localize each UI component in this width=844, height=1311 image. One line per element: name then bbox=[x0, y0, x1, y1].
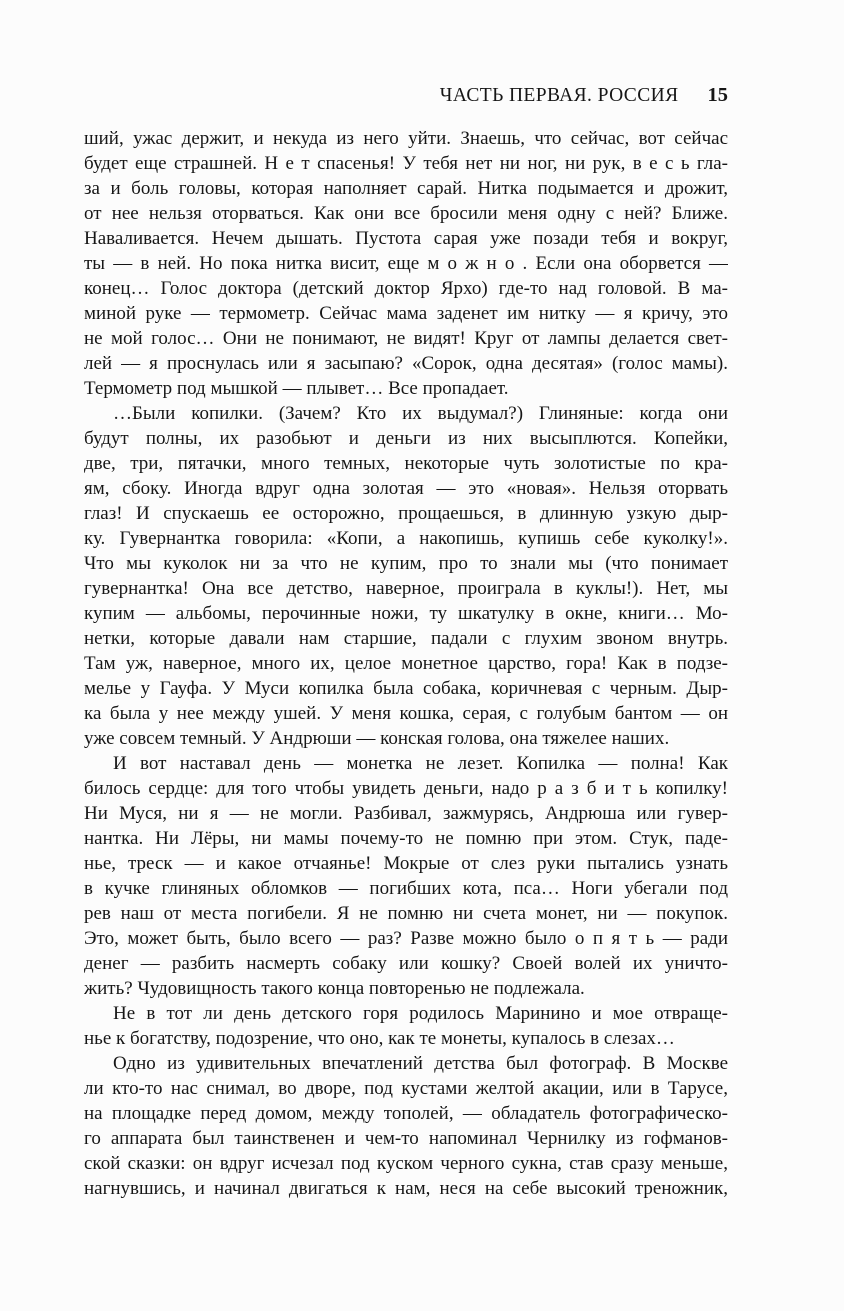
text-line: от нее нельзя оторваться. Как они все бросили меня одну с ней? Ближе. bbox=[84, 203, 728, 224]
text-line: лей — я проснулась или я засыпаю? «Сорок, одна десятая» (голос мамы). bbox=[84, 353, 728, 374]
text-line: уже совсем темный. У Андрюши — конская голова, она тяжелее наших. bbox=[84, 728, 670, 749]
text-line: Там уж, наверное, много их, целое монетное царство, гора! Как в подзе- bbox=[84, 653, 728, 674]
text-line: го аппарата был таинственен и чем-то напоминал Чернилку из гофманов- bbox=[84, 1128, 728, 1149]
text-line: ской сказки: он вдруг исчезал под куском черного сукна, став сразу меньше, bbox=[84, 1153, 728, 1174]
text-line: нагнувшись, и начинал двигаться к нам, неся на себе высокий треножник, bbox=[84, 1178, 728, 1199]
text-line: Ни Муся, ни я — не могли. Разбивал, зажмурясь, Андрюша или гувер- bbox=[84, 803, 728, 824]
page-body bbox=[84, 126, 728, 1201]
text-line: нье, треск — и какое отчаянье! Мокрые от слез руки пытались узнать bbox=[84, 853, 728, 874]
text-line: ку. Гувернантка говорила: «Копи, а накопишь, купишь себе куколку!». bbox=[84, 528, 728, 549]
page-number: 15 bbox=[707, 84, 728, 106]
text-line: Что мы куколок ни за что не купим, про то знали мы (что понимает bbox=[84, 553, 728, 574]
text-line: жить? Чудовищность такого конца повторенью не подлежала. bbox=[84, 978, 585, 999]
text-line: в кучке глиняных обломков — погибших кота, пса… Ноги убегали под bbox=[84, 878, 728, 899]
text-line: Наваливается. Нечем дышать. Пустота сарая уже позади тебя и вокруг, bbox=[84, 228, 728, 249]
text-line: две, три, пятачки, много темных, некоторые чуть золотистые по кра- bbox=[84, 453, 728, 474]
text-line: ли кто-то нас снимал, во дворе, под кустами желтой акации, или в Тарусе, bbox=[84, 1078, 728, 1099]
text-line: ям, сбоку. Иногда вдруг одна золотая — это «новая». Нельзя оторвать bbox=[84, 478, 728, 499]
text-line: рев наш от места погибели. Я не помню ни счета монет, ни — покупок. bbox=[84, 903, 728, 924]
text-line: мелье у Гауфа. У Муси копилка была собака, коричневая с черным. Дыр- bbox=[84, 678, 728, 699]
text-line: Это, может быть, было всего — раз? Разве можно было о п я т ь — ради bbox=[84, 928, 728, 949]
text-line: ка была у нее между ушей. У меня кошка, серая, с голубым бантом — он bbox=[84, 703, 728, 724]
text-line: Не в тот ли день детского горя родилось Маринино и мое отвраще- bbox=[113, 1003, 728, 1024]
text-line: не мой голос… Они не понимают, не видят! Круг от лампы делается свет- bbox=[84, 328, 728, 349]
text-line: глаз! И спускаешь ее осторожно, прощаешься, в длинную узкую дыр- bbox=[84, 503, 728, 524]
text-line: И вот наставал день — монетка не лезет. Копилка — полна! Как bbox=[113, 753, 728, 774]
text-line: денег — разбить насмерть собаку или кошку? Своей волей их уничто- bbox=[84, 953, 728, 974]
text-line: купим — альбомы, перочинные ножи, ту шкатулку в окне, книги… Мо- bbox=[84, 603, 728, 624]
text-line: гувернантка! Она все детство, наверное, проиграла в куклы!). Нет, мы bbox=[84, 578, 728, 599]
text-line: нантка. Ни Лёры, ни мамы почему-то не помню при этом. Стук, паде- bbox=[84, 828, 728, 849]
text-line: будут полны, их разобьют и деньги из них высыплются. Копейки, bbox=[84, 428, 728, 449]
text-line: конец… Голос доктора (детский доктор Ярхо) где-то над головой. В ма- bbox=[84, 278, 728, 299]
text-line: …Были копилки. (Зачем? Кто их выдумал?) Глиняные: когда они bbox=[113, 403, 728, 424]
text-line: ты — в ней. Но пока нитка висит, еще м о ж н о . Если она оборвется — bbox=[84, 253, 728, 274]
text-line: Термометр под мышкой — плывет… Все пропадает. bbox=[84, 378, 509, 399]
text-line: Одно из удивительных впечатлений детства был фотограф. В Москве bbox=[113, 1053, 728, 1074]
running-head-title: ЧАСТЬ ПЕРВАЯ. РОССИЯ bbox=[439, 85, 679, 106]
running-head bbox=[84, 84, 728, 107]
text-line: за и боль головы, которая наполняет сарай. Нитка подымается и дрожит, bbox=[84, 178, 728, 199]
text-line: на площадке перед домом, между тополей, — обладатель фотографическо- bbox=[84, 1103, 728, 1124]
text-line: билось сердце: для того чтобы увидеть деньги, надо р а з б и т ь копилку! bbox=[84, 778, 728, 799]
text-line: ший, ужас держит, и некуда из него уйти. Знаешь, что сейчас, вот сейчас bbox=[84, 128, 728, 149]
text-line: будет еще страшней. Н е т спасенья! У тебя нет ни ног, ни рук, в е с ь гла- bbox=[84, 153, 728, 174]
text-line: нетки, которые давали нам старшие, падали с глухим звоном внутрь. bbox=[84, 628, 728, 649]
text-line: миной руке — термометр. Сейчас мама заденет им нитку — я кричу, это bbox=[84, 303, 728, 324]
text-line: нье к богатству, подозрение, что оно, как те монеты, купалось в слезах… bbox=[84, 1028, 675, 1049]
